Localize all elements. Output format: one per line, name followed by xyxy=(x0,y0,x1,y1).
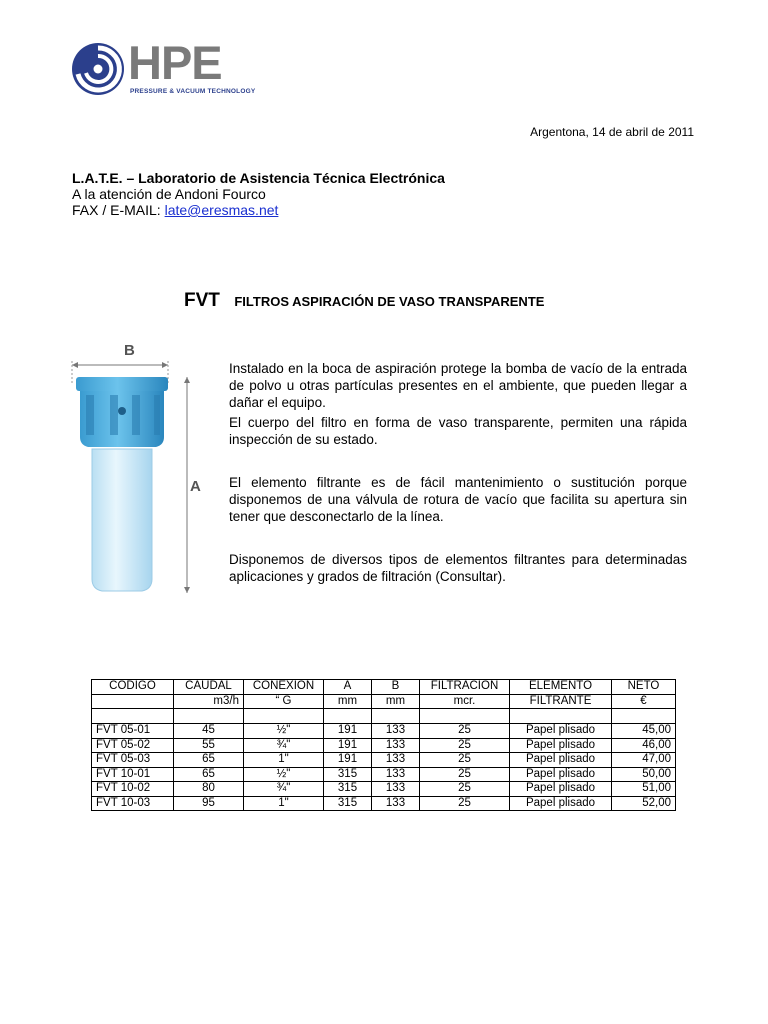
table-cell: 133 xyxy=(372,724,420,739)
table-subheader-row xyxy=(92,694,676,709)
table-cell: FVT 10-01 xyxy=(92,767,174,782)
table-cell: 51,00 xyxy=(612,782,676,797)
description-paragraph: Disponemos de diversos tipos de elementos filtrantes para determinadas aplicaciones y grados de filtración (Consultar). xyxy=(229,552,687,584)
table-cell: 191 xyxy=(324,724,372,739)
product-code: FVT xyxy=(184,290,220,311)
table-cell: 25 xyxy=(420,753,510,768)
table-header-cell: B xyxy=(372,680,420,695)
description-paragraph: El elemento filtrante es de fácil mantenimiento o sustitución porque disponemos de una válvula de rotura de vacío que facilita su apertura sin tener que desconectarlo de la línea. xyxy=(229,475,687,524)
table-cell: 191 xyxy=(324,738,372,753)
table-cell: 315 xyxy=(324,782,372,797)
table-cell: 133 xyxy=(372,796,420,811)
product-description xyxy=(229,360,687,585)
table-header-cell: NETO xyxy=(612,680,676,695)
table-cell: ½" xyxy=(244,767,324,782)
product-title xyxy=(184,290,544,312)
table-row xyxy=(92,738,676,753)
table-cell: ¾" xyxy=(244,782,324,797)
table-row xyxy=(92,796,676,811)
table-header-cell: CAUDAL xyxy=(174,680,244,695)
table-spacer-row xyxy=(92,709,676,724)
description-paragraph: El cuerpo del filtro en forma de vaso transparente, permiten una rápida inspección de su estado. xyxy=(229,415,687,447)
product-name: FILTROS ASPIRACIÓN DE VASO TRANSPARENTE xyxy=(234,294,545,309)
table-cell: 47,00 xyxy=(612,753,676,768)
table-cell: 25 xyxy=(420,738,510,753)
table-cell: 45,00 xyxy=(612,724,676,739)
table-cell: 1" xyxy=(244,753,324,768)
recipient-company: L.A.T.E. – Laboratorio de Asistencia Técnica Electrónica xyxy=(72,170,445,186)
table-header-cell: CODIGO xyxy=(92,680,174,695)
table-subheader-cell: mm xyxy=(324,694,372,709)
dimension-a-label: A xyxy=(190,478,201,495)
table-cell: 315 xyxy=(324,796,372,811)
table-subheader-cell: mcr. xyxy=(420,694,510,709)
table-cell: 65 xyxy=(174,753,244,768)
table-cell: 50,00 xyxy=(612,767,676,782)
table-cell: 45 xyxy=(174,724,244,739)
table-cell: FVT 05-01 xyxy=(92,724,174,739)
email-link[interactable]: late@eresmas.net xyxy=(164,202,279,218)
price-table xyxy=(91,679,676,811)
table-cell: 95 xyxy=(174,796,244,811)
table-cell: 25 xyxy=(420,724,510,739)
table-subheader-cell: m3/h xyxy=(174,694,244,709)
recipient-attention: A la atención de Andoni Fourco xyxy=(72,186,266,202)
table-cell: Papel plisado xyxy=(510,724,612,739)
recipient-block xyxy=(72,170,445,218)
table-cell: FVT 10-03 xyxy=(92,796,174,811)
table-cell: 25 xyxy=(420,767,510,782)
logo-wordmark: HPE xyxy=(128,36,222,89)
table-cell: 315 xyxy=(324,767,372,782)
recipient-contact xyxy=(72,202,445,218)
table-cell: Papel plisado xyxy=(510,782,612,797)
table-cell: 25 xyxy=(420,796,510,811)
table-cell: Papel plisado xyxy=(510,738,612,753)
filter-illustration xyxy=(66,335,221,597)
table-cell: 65 xyxy=(174,767,244,782)
table-cell: 133 xyxy=(372,767,420,782)
table-row xyxy=(92,753,676,768)
logo-tagline: PRESSURE & VACUUM TECHNOLOGY xyxy=(130,88,256,95)
dimension-b-label: B xyxy=(124,342,135,359)
description-paragraph: Instalado en la boca de aspiración protege la bomba de vacío de la entrada de polvo u otras partículas presentes en el ambiente, que pueden llegar a dañar el equipo. xyxy=(229,361,687,410)
table-cell: 46,00 xyxy=(612,738,676,753)
table-row xyxy=(92,782,676,797)
table-cell: ¾" xyxy=(244,738,324,753)
table-subheader-cell: FILTRANTE xyxy=(510,694,612,709)
table-subheader-cell: “ G xyxy=(244,694,324,709)
table-header-cell: ELEMENTO xyxy=(510,680,612,695)
table-cell: 133 xyxy=(372,738,420,753)
table-body xyxy=(92,724,676,811)
table-cell: ½" xyxy=(244,724,324,739)
table-header-cell: CONEXION xyxy=(244,680,324,695)
date-line: Argentona, 14 de abril de 2011 xyxy=(530,125,694,139)
table-row xyxy=(92,724,676,739)
table-header-cell: FILTRACION xyxy=(420,680,510,695)
table-cell: Papel plisado xyxy=(510,767,612,782)
table-cell: 133 xyxy=(372,782,420,797)
table-subheader-cell xyxy=(92,694,174,709)
contact-label: FAX / E-MAIL: xyxy=(72,202,165,218)
table-cell: FVT 05-03 xyxy=(92,753,174,768)
table-subheader-cell: mm xyxy=(372,694,420,709)
table-row xyxy=(92,767,676,782)
table-cell: FVT 10-02 xyxy=(92,782,174,797)
table-cell: 55 xyxy=(174,738,244,753)
table-cell: Papel plisado xyxy=(510,753,612,768)
table-cell: 80 xyxy=(174,782,244,797)
table-header-row xyxy=(92,680,676,695)
table-cell: 52,00 xyxy=(612,796,676,811)
table-cell: Papel plisado xyxy=(510,796,612,811)
table-header-cell: A xyxy=(324,680,372,695)
table-cell: 1" xyxy=(244,796,324,811)
table-cell: 25 xyxy=(420,782,510,797)
table-cell: 191 xyxy=(324,753,372,768)
table-subheader-cell: € xyxy=(612,694,676,709)
table-cell: FVT 05-02 xyxy=(92,738,174,753)
table-cell: 133 xyxy=(372,753,420,768)
